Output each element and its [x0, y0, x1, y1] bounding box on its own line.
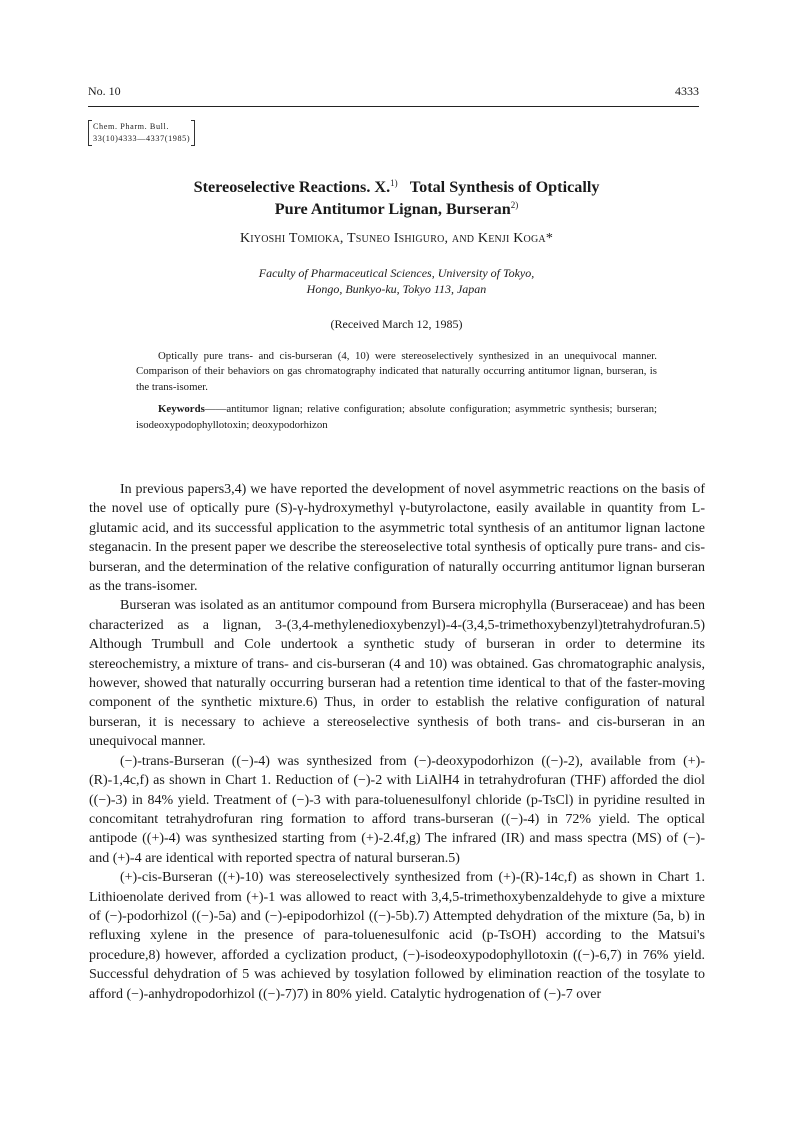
affiliation-line-1: Faculty of Pharmaceutical Sciences, University of Tokyo, — [258, 266, 535, 280]
affiliation-line-2: Hongo, Bunkyo-ku, Tokyo 113, Japan — [306, 282, 487, 296]
page-number: 4333 — [675, 84, 699, 98]
citation-box — [88, 120, 195, 146]
paper-title — [100, 176, 693, 220]
abstract — [136, 349, 657, 433]
keywords-label: Keywords — [158, 403, 205, 416]
issue-number: No. 10 — [88, 84, 121, 98]
title-line-1-rest: Total Synthesis of Optically — [409, 178, 600, 196]
affiliation — [100, 265, 693, 297]
author-list: Kiyoshi Tomioka, Tsuneo Ishiguro, and Kenji Koga* — [239, 231, 554, 246]
keywords-list: ——antitumor lignan; relative configuration; absolute configuration; asymmetric synthesis; burseran; isodeoxypodophyllotoxin; deoxypodorhizon — [136, 403, 657, 431]
paragraph-1: In previous papers3,4) we have reported the development of novel asymmetric reactions on the basis of the novel use of optically pure (S)-γ-hydroxymethyl γ-butyrolactone, easily available in quantity from L-glutamic acid, and its successful application to the asymmetric total synthesis of an antitumor lignan lactone steganacin. In the present paper we describe the stereoselective total synthesis of optically pure trans- and cis-burseran, and the determination of the relative configuration of naturally occurring antitumor lignan burseran as the trans-isomer. — [89, 482, 705, 595]
title-line-1 — [100, 176, 693, 198]
title-line-2-main: Pure Antitumor Lignan, Burseran — [274, 200, 511, 218]
keywords — [136, 402, 657, 433]
paragraph-4: (+)-cis-Burseran ((+)-10) was stereoselectively synthesized from (+)-(R)-14c,f) as shown in Chart 1. Lithioenolate derived from (+)-1 was allowed to react with 3,4,5-trimethoxybenzaldehyde to give a mixture of (−)-podorhizol ((−)-5a) and (−)-epipodorhizol ((−)-5b).7) Attempted dehydration of the mixture (5a, b) in refluxing xylene in the presence of para-toluenesulfonic acid (p-TsOH) according to the Matsui's procedure,8) however, afforded a cyclization product, (−)-isodeoxypodophyllotoxin ((−)-6,7) in 76% yield. Successful dehydration of 5 was achieved by tosylation followed by elimination reaction of the tosylate to afford (−)-anhydropodorhizol ((−)-7)7) in 80% yield. Catalytic hydrogenation of (−)-7 over — [89, 870, 705, 1002]
body-text — [89, 480, 705, 1004]
paragraph-3: (−)-trans-Burseran ((−)-4) was synthesized from (−)-deoxypodorhizon ((−)-2), available from (+)-(R)-1,4c,f) as shown in Chart 1. Reduction of (−)-2 with LiAlH4 in tetrahydrofuran (THF) afforded the diol ((−)-3) in 84% yield. Treatment of (−)-3 with para-toluenesulfonyl chloride (p-TsCl) in pyridine resulted in concomitant tetrahydrofuran ring formation to afford trans-burseran ((−)-4) in 72% yield. The optical antipode ((+)-4) was synthesized starting from (+)-2.4f,g) The infrared (IR) and mass spectra (MS) of (−)- and (+)-4 are identical with reported spectra of natural burseran.5) — [89, 753, 705, 866]
title-ref-2: 2) — [510, 200, 519, 210]
title-line-1-main: Stereoselective Reactions. X. — [193, 178, 391, 196]
header-rule — [88, 106, 699, 107]
title-line-2 — [100, 198, 693, 220]
received-date: (Received March 12, 1985) — [330, 317, 463, 331]
citation-journal: Chem. Pharm. Bull. — [93, 122, 170, 131]
paragraph-2: Burseran was isolated as an antitumor compound from Bursera microphylla (Burseraceae) and has been characterized as a lignan, 3-(3,4-methylenedioxybenzyl)-4-(3,4,5-trimethoxybenzyl)tetrahydrofuran.5) Although Trumbull and Cole undertook a synthetic study of burseran in order to determine its stereochemistry, a mixture of trans- and cis-burseran (4 and 10) was obtained. Gas chromatographic analysis, however, showed that naturally occurring burseran had a retention time identical to that of the faster-moving component of the synthetic mixture.6) Thus, in order to establish the relative configuration of natural burseran, it is necessary to achieve a stereoselective synthesis of both trans- and cis-burseran in an unequivocal manner. — [89, 598, 705, 750]
title-ref-1: 1) — [390, 178, 398, 188]
abstract-text: Optically pure trans- and cis-burseran (4, 10) were stereoselectively synthesized in an unequivocal manner. Comparison of their behaviors on gas chromatography indicated that naturally occurring antitumor lignan, burseran, is the trans-isomer. — [136, 350, 657, 393]
citation-volume: 33(10)4333—4337(1985) — [93, 134, 191, 143]
